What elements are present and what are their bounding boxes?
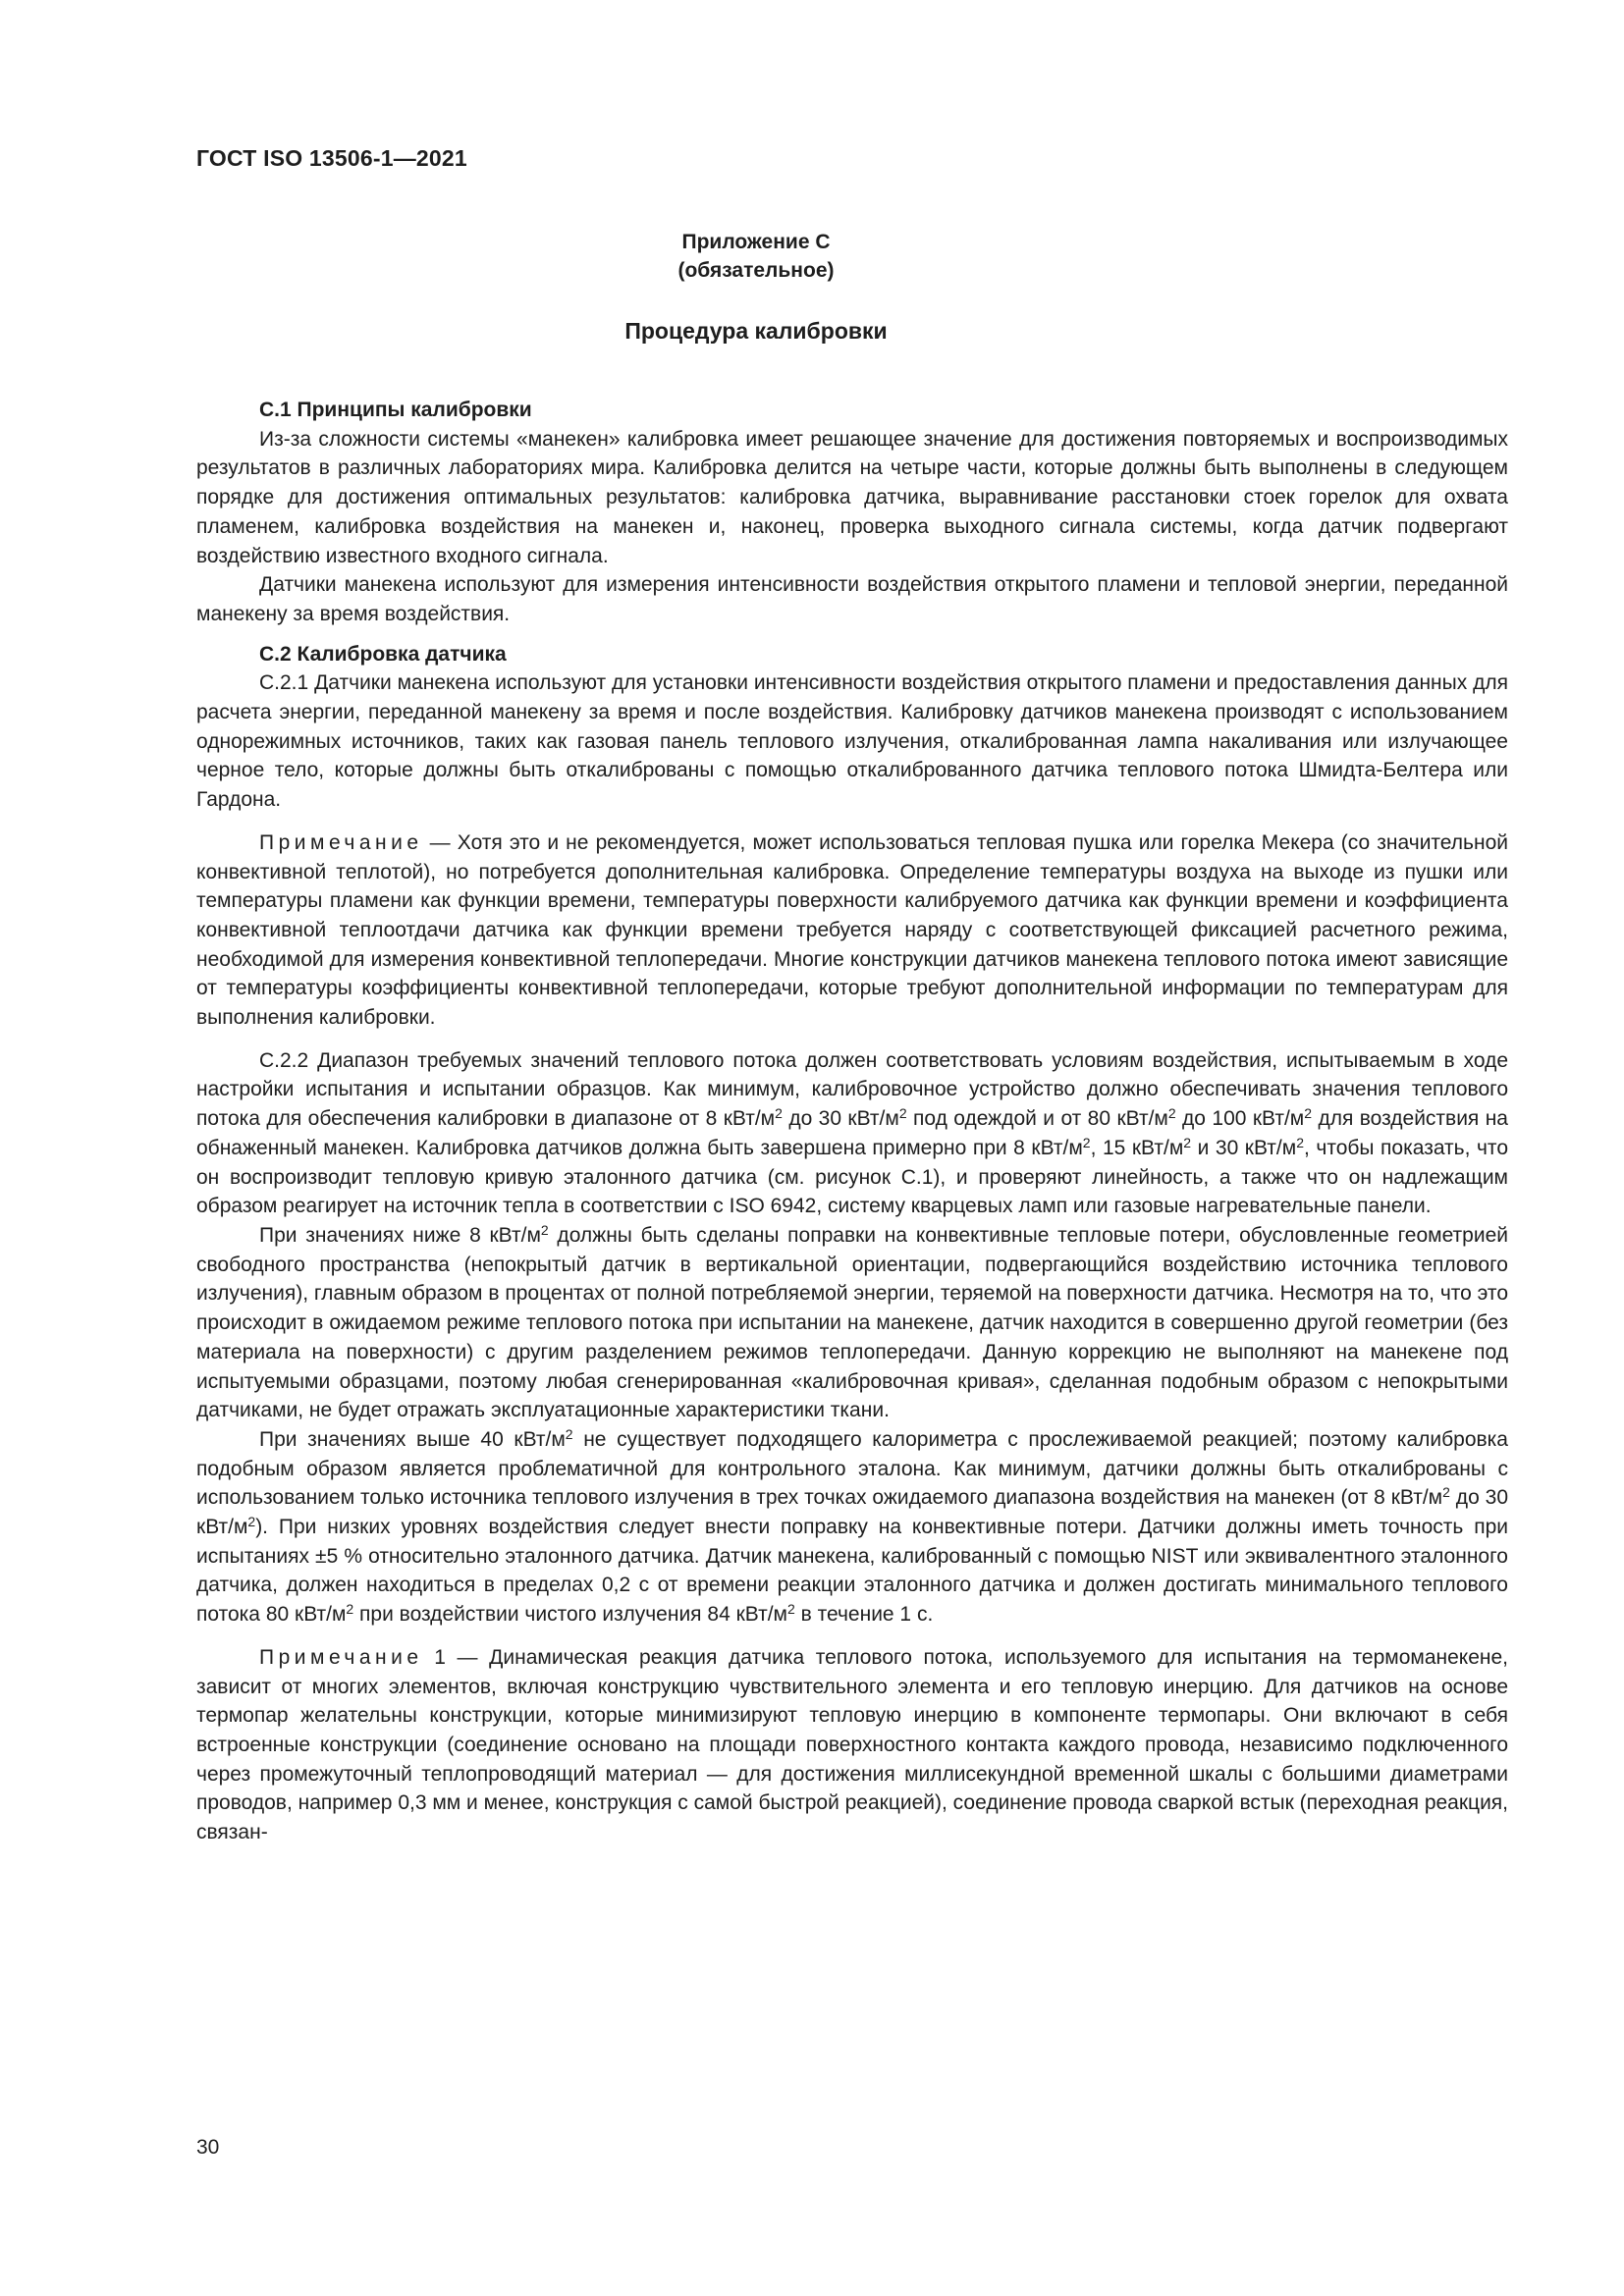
paragraph-below-8: При значениях ниже 8 кВт/$м^2$ должны быть сделаны поправки на конвективные тепловые потери, обусловленные геометрией свободного пространства (непокрытый датчик в вертикальной ориентации, подвергающийся воздействию источника теплового излучения), главным образом в процентах от полной потребляемой энергии, теряемой на поверхности датчика. Несмотря на то, что это происходит в ожидаемом режиме теплового потока при испытании на манекене, датчик находится в совершенно другой геометрии (без материала на поверхности) с другим разделением режимов теплопередачи. Данную коррекцию не выполняют на манекене под испытуемыми образцами, поэтому любая сгенерированная «калибровочная кривая», сделанная подобным образом с непокрытыми датчиками, не будет отражать эксплуатационные характеристики ткани.	[196, 1221, 1508, 1422]
annex-status: (обязательное)	[677, 259, 835, 282]
note-1-paragraph	[196, 1643, 1508, 1847]
section-heading-c1: С.1 Принципы калибровки	[259, 399, 532, 421]
annex-heading	[196, 228, 1316, 285]
paragraph-above-40: При значениях выше 40 кВт/$м^2$ не существует подходящего калориметра с прослеживаемой реакцией; поэтому калибровка подобным образом является проблематичной для контрольного эталона. Как минимум, датчики должны быть откалиброваны с использованием только источника теплового излучения в трех точках ожидаемого диапазона воздействия на манекен (от 8 кВт/$м^2$ до 30 кВт/$м^2$). При низких уровнях воздействия следует внести поправку на конвективные потери. Датчики должны иметь точность при испытаниях ±5 % относительно эталонного датчика. Датчик манекена, калиброванный с помощью NIST или эквивалентного эталонного датчика, должен находиться в пределах 0,2 с от времени реакции эталонного датчика и должен достигать минимального теплового потока 80 кВт/$м^2$ при воздействии чистого излучения 84 кВт/$м^2$ в течение 1 с.	[196, 1425, 1508, 1627]
paragraph-c1-2: Датчики манекена используют для измерения интенсивности воздействия открытого пламени и тепловой энергии, переданной манекену за время воздействия.	[196, 573, 1508, 625]
page-number: 30	[196, 2136, 220, 2159]
note-paragraph	[196, 828, 1508, 1033]
paragraph-c2-1: С.2.1 Датчики манекена используют для установки интенсивности воздействия открытого пламени и предоставления данных для расчета энергии, переданной манекену за время и после воздействия. Калибровку датчиков манекена производят с использованием однорежимных источников, таких как газовая панель теплового излучения, откалиброванная лампа накаливания или излучающее черное тело, которые должны быть откалиброваны с помощью откалиброванного датчика теплового потока Шмидта-Белтера или Гардона.	[196, 671, 1508, 812]
note-text: — Хотя это и не рекомендуется, может использоваться тепловая пушка или горелка Мекера (со значительной конвективной теплотой), но потребуется дополнительная калибровка. Определение температуры воздуха на выходе из пушки или температуры пламени как функции времени, температуры поверхности калибруемого датчика как функции времени и коэффициента конвективной теплоотдачи датчика как функции времени требуется наряду с соответствующей фиксацией расчетного режима, необходимой для измерения конвективной теплопередачи. Многие конструкции датчиков манекена теплового потока имеют зависящие от температуры коэффициенты конвективной теплопередачи, которые требуют дополнительной информации по температурам для выполнения калибровки.	[196, 830, 1508, 1030]
note-label: Примечание	[259, 830, 423, 854]
section-heading-c2: С.2 Калибровка датчика	[259, 642, 507, 666]
annex-label: Приложение С	[681, 231, 831, 253]
note-1-text: — Динамическая реакция датчика теплового потока, используемого для испытания на термоманекене, зависит от многих элементов, включая конструкцию чувствительного элемента и его тепловую инерцию. Для датчиков на основе термопар желательны конструкции, которые минимизируют тепловую инерцию в компоненте термопары. Они включают в себя встроенные конструкции (соединение основано на площади поверхностного контакта каждого провода, независимо подключенного через промежуточный теплопроводящий материал — для достижения миллисекундной временной шкалы с большими диаметрами проводов, например 0,3 мм и менее, конструкция с самой быстрой реакцией), соединение провода сваркой встык (переходная реакция, связан-	[196, 1645, 1509, 1844]
paragraph-c2-2: С.2.2 Диапазон требуемых значений теплового потока должен соответствовать условиям воздействия, испытываемым в ходе настройки испытания и испытании образцов. Как минимум, калибровочное устройство должно обеспечивать значения теплового потока для обеспечения калибровки в диапазоне от 8 кВт/$м^2$ до 30 кВт/$м^2$ под одеждой и от 80 кВт/$м^2$ до 100 кВт/$м^2$ для воздействия на обнаженный манекен. Калибровка датчиков должна быть завершена примерно при 8 кВт/$м^2$, 15 кВт/$м^2$ и 30 кВт/$м^2$, чтобы показать, что он воспроизводит тепловую кривую эталонного датчика (см. рисунок С.1), и проверяют линейность, а также что он надлежащим образом реагирует на источник тепла в соответствии с ISO 6942, систему кварцевых ламп или газовые нагревательные панели.	[196, 1048, 1508, 1218]
annex-title: Процедура калибровки	[624, 318, 888, 344]
note-1-number: 1	[422, 1645, 446, 1669]
paragraph-c1-1: Из-за сложности системы «манекен» калибровка имеет решающее значение для достижения повторяемых и воспроизводимых результатов в различных лабораториях мира. Калибровка делится на четыре части, которые должны быть выполнены в следующем порядке для достижения оптимальных результатов: калибровка датчика, выравнивание расстановки стоек горелок для охвата пламенем, калибровка воздействия на манекен и, наконец, проверка выходного сигнала системы, когда датчик подвергают воздействию известного входного сигнала.	[196, 427, 1508, 567]
note-1-label: Примечание	[259, 1645, 423, 1669]
standard-code: ГОСТ ISO 13506-1—2021	[196, 145, 467, 171]
document-body	[196, 396, 1508, 1847]
